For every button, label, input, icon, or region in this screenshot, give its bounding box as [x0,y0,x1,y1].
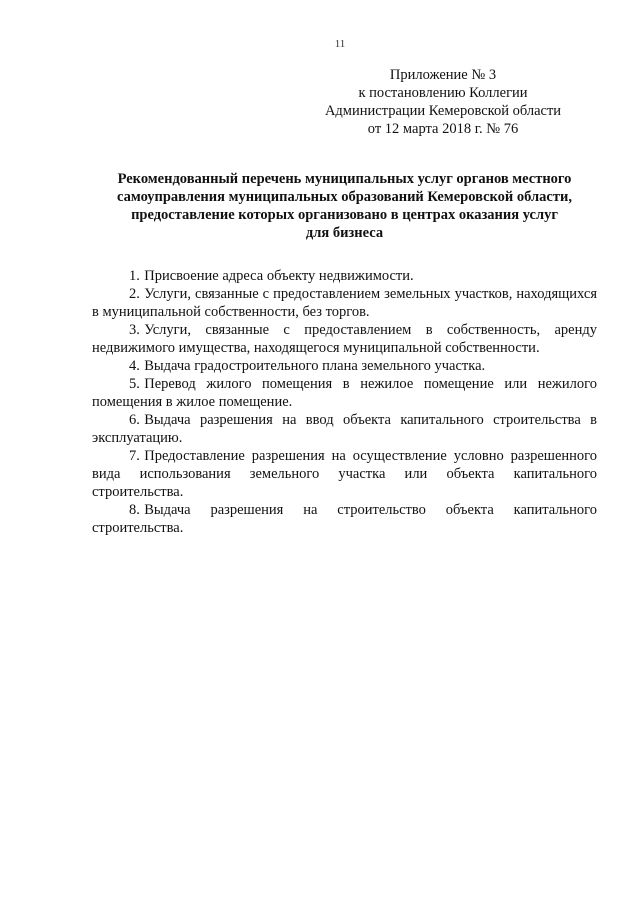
appendix-line: Администрации Кемеровской области [324,103,562,119]
list-item-number: 4. [129,358,140,374]
list-item [92,447,597,501]
appendix-line: Приложение № 3 [389,67,497,83]
appendix-header [293,66,593,138]
list-item [92,501,597,537]
list-item-number: 5. [129,376,140,392]
page-number: 11 [334,38,346,50]
list-item-text: Выдача градостроительного плана земельного участка. [144,358,486,374]
list-item-number: 3. [129,322,140,338]
list-item-text: Выдача разрешения на ввод объекта капитального строительства в эксплуатацию. [92,412,597,446]
list-item [92,375,597,411]
list-item [92,285,597,321]
appendix-line: к постановлению Коллегии [358,85,528,101]
list-item-number: 8. [129,502,140,518]
list-item [92,411,597,447]
list-item-number: 1. [129,268,140,284]
appendix-line: от 12 марта 2018 г. № 76 [367,121,519,137]
list-item [92,357,597,375]
list-item-number: 7. [129,448,140,464]
list-item-text: Услуги, связанные с предоставлением земельных участков, находящихся в муниципальной собственности, без торгов. [92,286,597,320]
services-list [92,267,597,537]
list-item-text: Услуги, связанные с предоставлением в собственность, аренду недвижимого имущества, находящегося муниципальной собственности. [92,322,597,356]
list-item [92,321,597,357]
list-item-number: 2. [129,286,140,302]
document-title [92,170,597,242]
title-line: Рекомендованный перечень муниципальных услуг органов местного [117,171,572,187]
title-line: для бизнеса [305,225,384,241]
list-item [92,267,597,285]
title-line: предоставление которых организовано в центрах оказания услуг [131,207,558,223]
list-item-text: Присвоение адреса объекту недвижимости. [144,268,414,284]
title-line: самоуправления муниципальных образований Кемеровской области, [117,189,572,205]
list-item-text: Предоставление разрешения на осуществление условно разрешенного вида использования земельного участка или объекта капитального строительства. [92,448,597,500]
list-item-text: Перевод жилого помещения в нежилое помещение или нежилого помещения в жилое помещение. [92,376,597,410]
list-item-number: 6. [129,412,140,428]
list-item-text: Выдача разрешения на строительство объекта капитального строительства. [92,502,597,536]
